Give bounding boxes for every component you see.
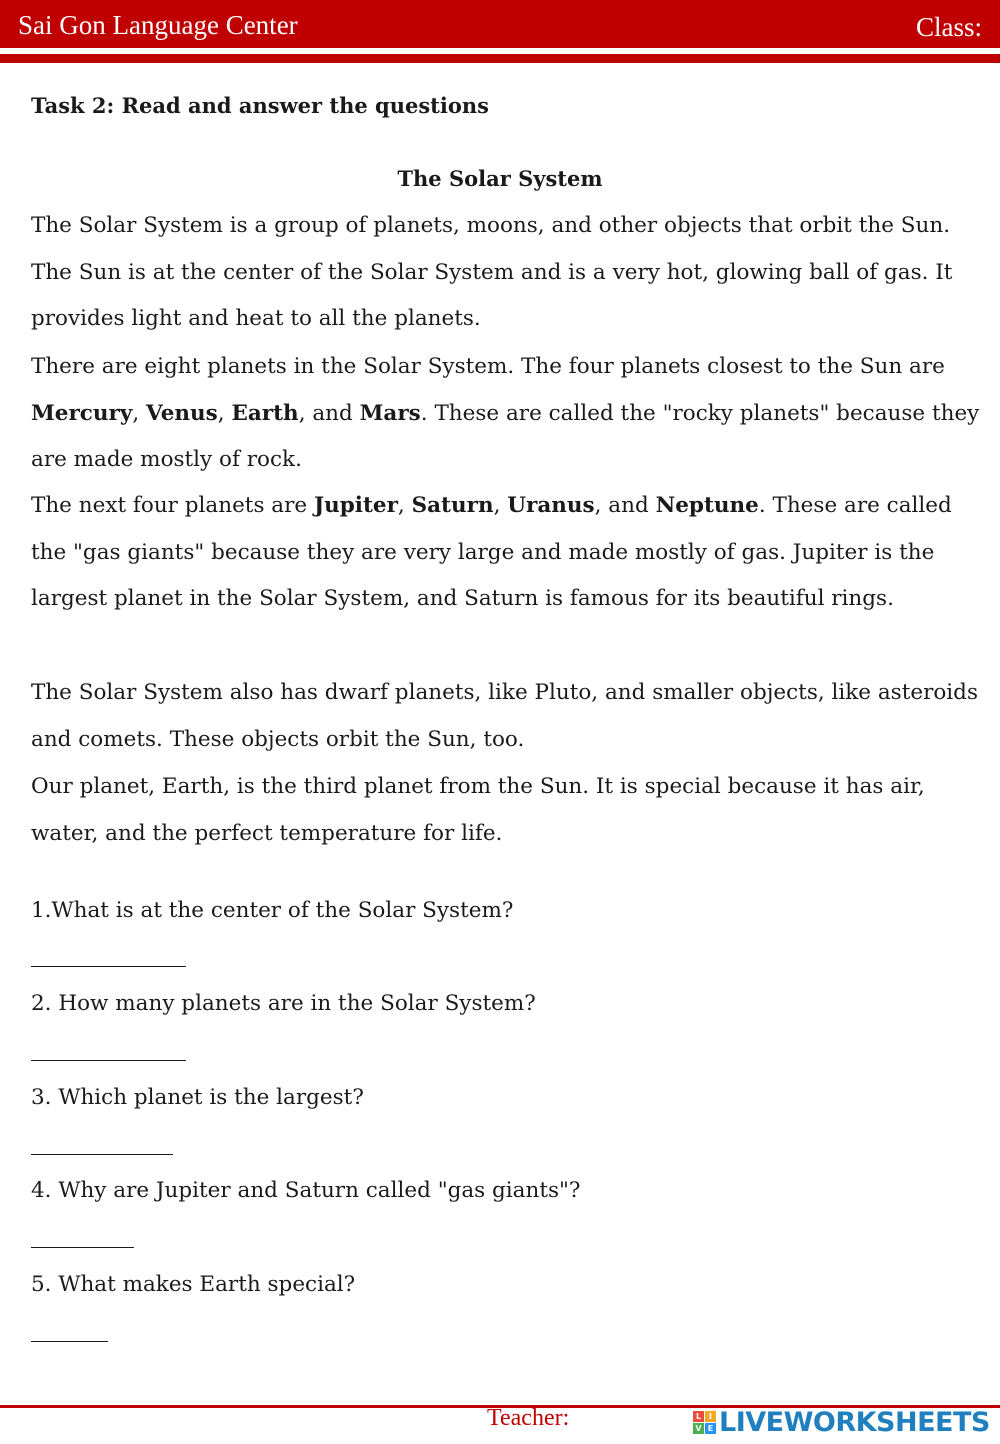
planet-neptune: Neptune: [655, 493, 759, 518]
paragraph-3: The next four planets are Jupiter, Saturn, Uranus, and Neptune. These are called the "gas giants" because they are very large and made mostly of gas. Jupiter is the largest planet in the Solar System, and Saturn is famous for its beautiful rings.: [31, 493, 952, 611]
planet-earth: Earth: [231, 400, 299, 426]
question-5: 5. What makes Earth special?: [31, 1272, 356, 1297]
answer-blank-4[interactable]: [31, 1247, 134, 1248]
paragraph-4: The Solar System also has dwarf planets, like Pluto, and smaller objects, like asteroids and comets. These objects orbit the Sun, too.: [31, 680, 978, 752]
teacher-label: Teacher:: [487, 1405, 570, 1431]
planet-venus: Venus: [146, 400, 218, 426]
planet-jupiter: Jupiter: [313, 493, 398, 518]
task-title: Task 2: Read and answer the questions: [31, 93, 489, 118]
planet-mercury: Mercury: [31, 400, 133, 426]
answer-blank-1[interactable]: [31, 966, 186, 967]
planet-saturn: Saturn: [411, 493, 494, 518]
header-underline: [0, 54, 1000, 63]
answer-blank-3[interactable]: [31, 1154, 173, 1155]
question-3: 3. Which planet is the largest?: [31, 1085, 364, 1110]
paragraph-1: The Solar System is a group of planets, moons, and other objects that orbit the Sun. The Sun is at the center of the Solar System and is a very hot, glowing ball of gas. It provides light and heat to all the planets.: [31, 213, 953, 331]
class-label: Class:: [915, 12, 982, 42]
planet-uranus: Uranus: [507, 493, 595, 518]
passage-title: The Solar System: [397, 166, 603, 191]
answer-blank-2[interactable]: [31, 1060, 186, 1061]
paragraph-2: There are eight planets in the Solar System. The four planets closest to the Sun are Mercury, Venus, Earth, and Mars. These are called the "rocky planets" because they are made mostly of rock.: [31, 354, 980, 472]
planet-mars: Mars: [359, 400, 421, 426]
paragraph-5: Our planet, Earth, is the third planet from the Sun. It is special because it has air, water, and the perfect temperature for life.: [31, 774, 925, 846]
question-2: 2. How many planets are in the Solar System?: [31, 991, 536, 1016]
question-1: 1.What is at the center of the Solar System?: [31, 898, 514, 923]
brand-name: LIVEWORKSHEETS: [719, 1406, 990, 1438]
center-name: Sai Gon Language Center: [18, 10, 298, 40]
liveworksheets-logo-icon: L I V E: [693, 1411, 716, 1434]
answer-blank-5[interactable]: [31, 1341, 108, 1342]
liveworksheets-brand[interactable]: [693, 1406, 990, 1438]
question-4: 4. Why are Jupiter and Saturn called "gas giants"?: [31, 1178, 581, 1203]
